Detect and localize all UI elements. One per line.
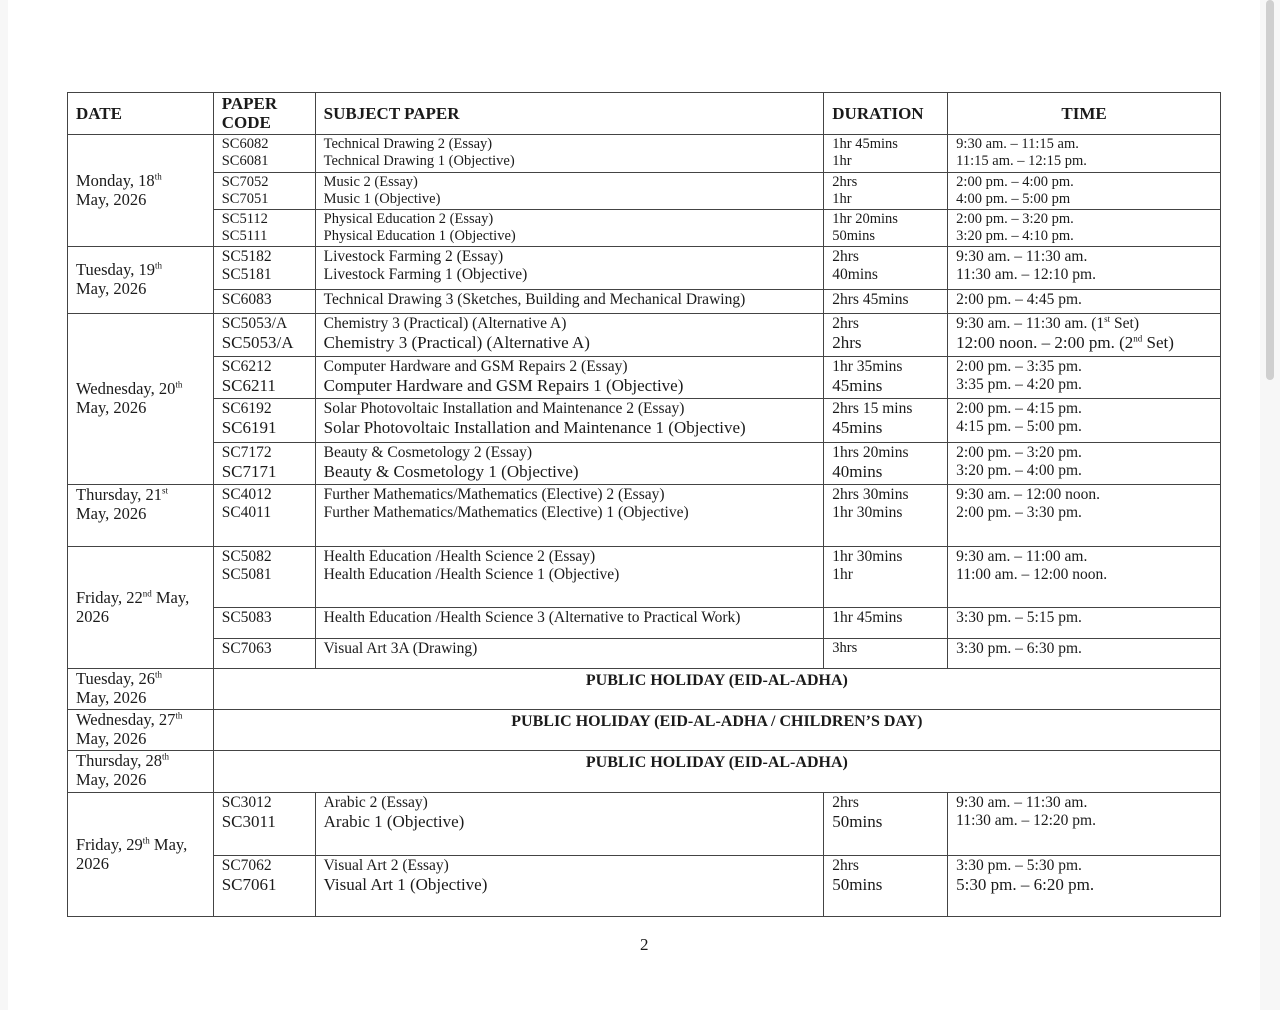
holiday-row bbox=[68, 751, 1221, 793]
date-cell: Tuesday, 19th May, 2026 bbox=[68, 247, 214, 314]
table-header-row bbox=[68, 93, 1221, 135]
time-cell: 9:30 am. – 11:15 am. 11:15 am. – 12:15 pm. bbox=[948, 135, 1221, 173]
table-row bbox=[68, 210, 1221, 247]
subject-cell: Health Education /Health Science 3 (Alternative to Practical Work) bbox=[315, 608, 824, 639]
time-cell: 2:00 pm. – 4:45 pm. bbox=[948, 290, 1221, 314]
code-cell: SC5082 SC5081 bbox=[213, 547, 315, 608]
exam-timetable bbox=[67, 92, 1221, 917]
code-cell: SC7063 bbox=[213, 639, 315, 669]
header-time: TIME bbox=[948, 93, 1221, 135]
table-row bbox=[68, 173, 1221, 210]
duration-cell: 1hrs 20mins 40mins bbox=[824, 443, 948, 485]
header-date: DATE bbox=[68, 93, 214, 135]
code-cell: SC7062 SC7061 bbox=[213, 856, 315, 917]
duration-cell: 2hrs 50mins bbox=[824, 793, 948, 856]
duration-cell: 1hr 45mins bbox=[824, 608, 948, 639]
code-cell: SC5053/A SC5053/A bbox=[213, 314, 315, 357]
time-cell: 9:30 am. – 11:30 am. (1st Set) 12:00 noon. – 2:00 pm. (2nd Set) bbox=[948, 314, 1221, 357]
time-cell: 2:00 pm. – 4:00 pm. 4:00 pm. – 5:00 pm bbox=[948, 173, 1221, 210]
time-cell: 3:30 pm. – 6:30 pm. bbox=[948, 639, 1221, 669]
date-cell: Wednesday, 20th May, 2026 bbox=[68, 314, 214, 485]
duration-cell: 1hr 45mins 1hr bbox=[824, 135, 948, 173]
subject-cell: Computer Hardware and GSM Repairs 2 (Essay) Computer Hardware and GSM Repairs 1 (Objective) bbox=[315, 357, 824, 399]
header-subject: SUBJECT PAPER bbox=[315, 93, 824, 135]
header-paper-code: PAPER CODE bbox=[213, 93, 315, 135]
code-cell: SC3012 SC3011 bbox=[213, 793, 315, 856]
subject-cell: Solar Photovoltaic Installation and Maintenance 2 (Essay) Solar Photovoltaic Installation and Maintenance 1 (Objective) bbox=[315, 399, 824, 443]
subject-cell: Music 2 (Essay) Music 1 (Objective) bbox=[315, 173, 824, 210]
table-row bbox=[68, 247, 1221, 290]
duration-cell: 2hrs 30mins 1hr 30mins bbox=[824, 485, 948, 547]
code-cell: SC5112 SC5111 bbox=[213, 210, 315, 247]
duration-cell: 2hrs 1hr bbox=[824, 173, 948, 210]
duration-cell: 2hrs 50mins bbox=[824, 856, 948, 917]
time-cell: 9:30 am. – 12:00 noon. 2:00 pm. – 3:30 pm. bbox=[948, 485, 1221, 547]
table-row bbox=[68, 314, 1221, 357]
date-cell: Wednesday, 27th May, 2026 bbox=[68, 710, 214, 751]
duration-cell: 2hrs 15 mins 45mins bbox=[824, 399, 948, 443]
table-row bbox=[68, 357, 1221, 399]
time-cell: 9:30 am. – 11:30 am. 11:30 am. – 12:10 pm. bbox=[948, 247, 1221, 290]
duration-cell: 2hrs 45mins bbox=[824, 290, 948, 314]
table-row bbox=[68, 856, 1221, 917]
code-cell: SC6212 SC6211 bbox=[213, 357, 315, 399]
subject-cell: Visual Art 2 (Essay) Visual Art 1 (Objective) bbox=[315, 856, 824, 917]
subject-cell: Livestock Farming 2 (Essay) Livestock Farming 1 (Objective) bbox=[315, 247, 824, 290]
subject-cell: Technical Drawing 3 (Sketches, Building and Mechanical Drawing) bbox=[315, 290, 824, 314]
table-row bbox=[68, 443, 1221, 485]
duration-cell: 1hr 20mins 50mins bbox=[824, 210, 948, 247]
date-cell: Friday, 22nd May, 2026 bbox=[68, 547, 214, 669]
table-row bbox=[68, 793, 1221, 856]
time-cell: 2:00 pm. – 4:15 pm. 4:15 pm. – 5:00 pm. bbox=[948, 399, 1221, 443]
date-cell: Thursday, 21st May, 2026 bbox=[68, 485, 214, 547]
time-cell: 2:00 pm. – 3:20 pm. 3:20 pm. – 4:00 pm. bbox=[948, 443, 1221, 485]
table-row bbox=[68, 639, 1221, 669]
header-duration: DURATION bbox=[824, 93, 948, 135]
duration-cell: 2hrs 2hrs bbox=[824, 314, 948, 357]
code-cell: SC6083 bbox=[213, 290, 315, 314]
table-row bbox=[68, 608, 1221, 639]
time-cell: 2:00 pm. – 3:20 pm. 3:20 pm. – 4:10 pm. bbox=[948, 210, 1221, 247]
subject-cell: Chemistry 3 (Practical) (Alternative A) Chemistry 3 (Practical) (Alternative A) bbox=[315, 314, 824, 357]
date-cell: Tuesday, 26th May, 2026 bbox=[68, 669, 214, 710]
holiday-label: PUBLIC HOLIDAY (EID-AL-ADHA) bbox=[213, 751, 1220, 793]
time-cell: 9:30 am. – 11:30 am. 11:30 am. – 12:20 pm. bbox=[948, 793, 1221, 856]
subject-cell: Further Mathematics/Mathematics (Elective) 2 (Essay) Further Mathematics/Mathematics (Elective) 1 (Objective) bbox=[315, 485, 824, 547]
duration-cell: 2hrs 40mins bbox=[824, 247, 948, 290]
table-row bbox=[68, 399, 1221, 443]
code-cell: SC5083 bbox=[213, 608, 315, 639]
subject-cell: Health Education /Health Science 2 (Essay) Health Education /Health Science 1 (Objective) bbox=[315, 547, 824, 608]
date-cell: Friday, 29th May, 2026 bbox=[68, 793, 214, 917]
code-cell: SC6192 SC6191 bbox=[213, 399, 315, 443]
code-cell: SC4012 SC4011 bbox=[213, 485, 315, 547]
code-cell: SC7052 SC7051 bbox=[213, 173, 315, 210]
holiday-row bbox=[68, 669, 1221, 710]
subject-cell: Technical Drawing 2 (Essay) Technical Drawing 1 (Objective) bbox=[315, 135, 824, 173]
time-cell: 2:00 pm. – 3:35 pm. 3:35 pm. – 4:20 pm. bbox=[948, 357, 1221, 399]
holiday-label: PUBLIC HOLIDAY (EID-AL-ADHA / CHILDREN’S DAY) bbox=[213, 710, 1220, 751]
scrollbar[interactable] bbox=[1266, 0, 1274, 380]
duration-cell: 1hr 35mins 45mins bbox=[824, 357, 948, 399]
table-row bbox=[68, 135, 1221, 173]
date-cell: Monday, 18th May, 2026 bbox=[68, 135, 214, 247]
page-number: 2 bbox=[640, 935, 649, 954]
duration-cell: 3hrs bbox=[824, 639, 948, 669]
date-cell: Thursday, 28th May, 2026 bbox=[68, 751, 214, 793]
subject-cell: Arabic 2 (Essay) Arabic 1 (Objective) bbox=[315, 793, 824, 856]
subject-cell: Visual Art 3A (Drawing) bbox=[315, 639, 824, 669]
code-cell: SC6082 SC6081 bbox=[213, 135, 315, 173]
code-cell: SC5182 SC5181 bbox=[213, 247, 315, 290]
subject-cell: Beauty & Cosmetology 2 (Essay) Beauty & Cosmetology 1 (Objective) bbox=[315, 443, 824, 485]
time-cell: 3:30 pm. – 5:30 pm. 5:30 pm. – 6:20 pm. bbox=[948, 856, 1221, 917]
holiday-row bbox=[68, 710, 1221, 751]
time-cell: 3:30 pm. – 5:15 pm. bbox=[948, 608, 1221, 639]
table-row bbox=[68, 485, 1221, 547]
holiday-label: PUBLIC HOLIDAY (EID-AL-ADHA) bbox=[213, 669, 1220, 710]
code-cell: SC7172 SC7171 bbox=[213, 443, 315, 485]
time-cell: 9:30 am. – 11:00 am. 11:00 am. – 12:00 noon. bbox=[948, 547, 1221, 608]
subject-cell: Physical Education 2 (Essay) Physical Education 1 (Objective) bbox=[315, 210, 824, 247]
table-row bbox=[68, 290, 1221, 314]
duration-cell: 1hr 30mins 1hr bbox=[824, 547, 948, 608]
table-row bbox=[68, 547, 1221, 608]
